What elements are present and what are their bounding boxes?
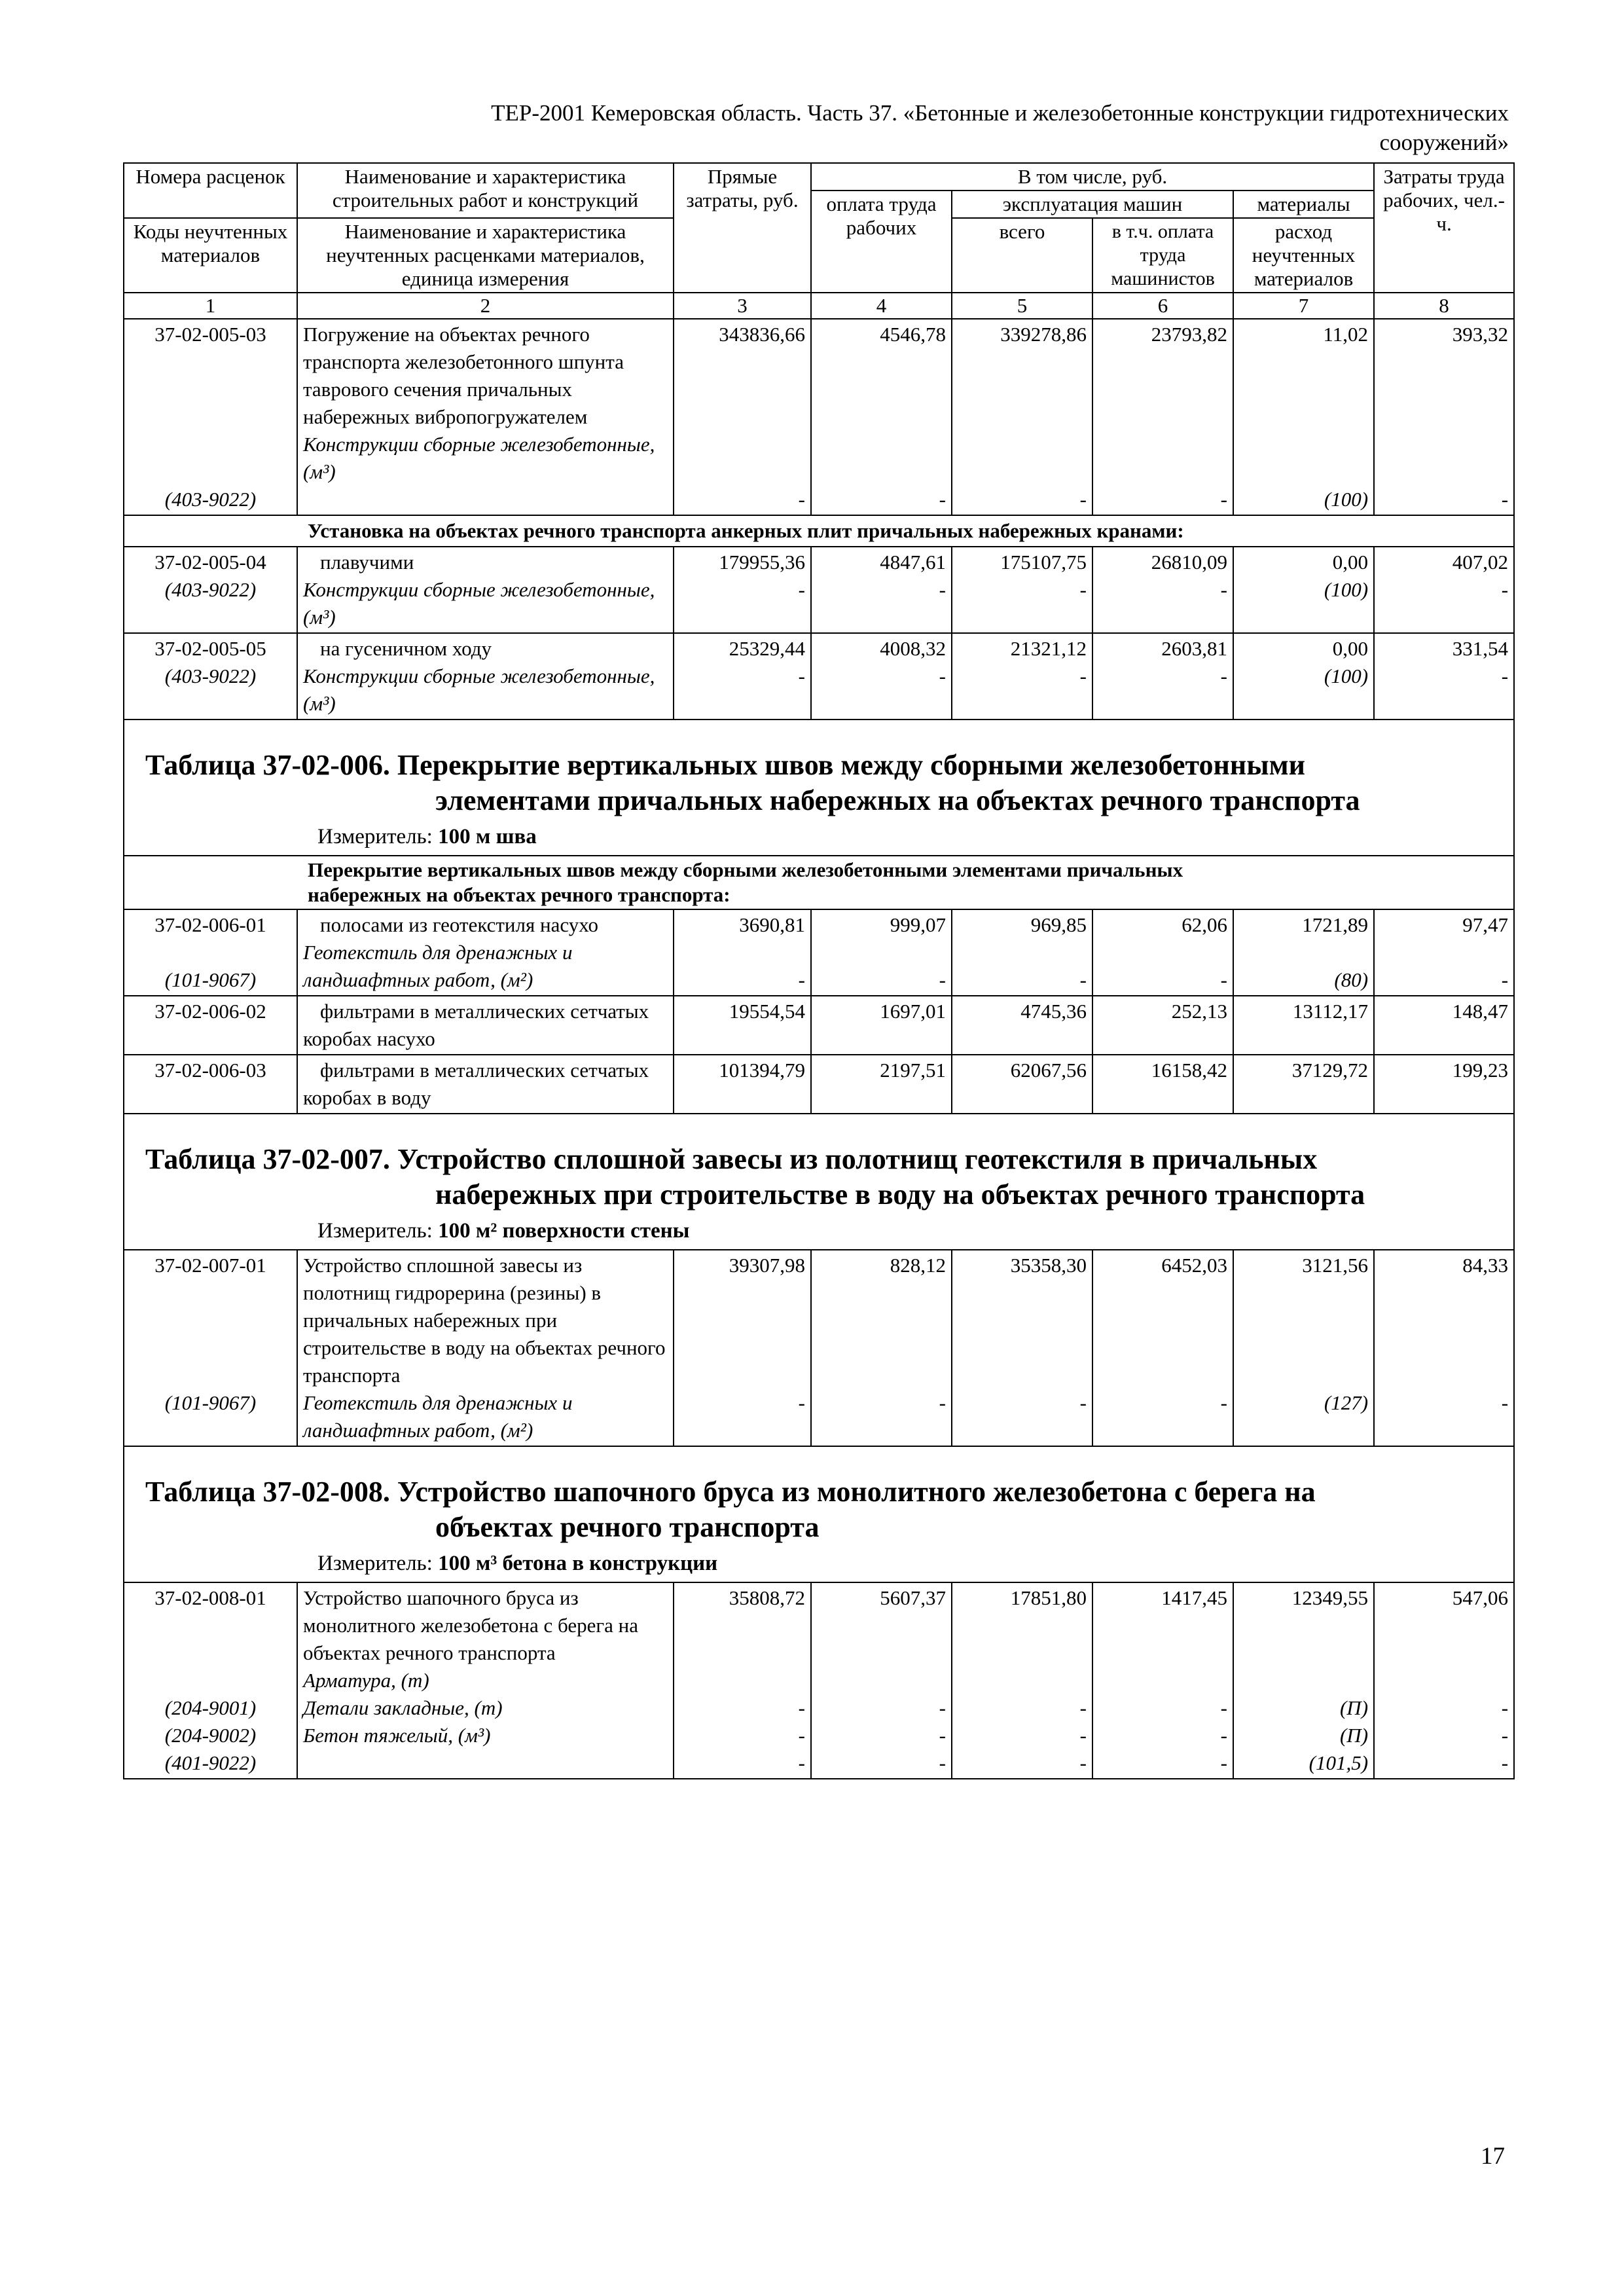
- rate-name: Погружение на объектах речного транспорта железобетонного шпунта таврового сечения причальных набережных вибропогружателем Конструкции сборные железобетонные, (м³): [297, 319, 674, 515]
- direct-cost: 19554,54: [674, 996, 811, 1055]
- material-name: Детали закладные, (т): [303, 1696, 503, 1719]
- machinists-pay: 16158,42: [1092, 1055, 1233, 1114]
- direct-cost: 25329,44 -: [674, 633, 811, 720]
- materials-cost: 12349,55 (П) (П) (101,5): [1233, 1582, 1374, 1779]
- machines-total: 21321,12 -: [952, 633, 1092, 720]
- labor-hours: 407,02 -: [1374, 547, 1514, 633]
- labor-hours: 547,06 - - -: [1374, 1582, 1514, 1779]
- materials-header: материалы: [1233, 191, 1374, 218]
- col-num-8: 8: [1374, 293, 1514, 319]
- machinists-pay: 62,06 -: [1092, 909, 1233, 996]
- table-007-heading: [124, 1114, 1514, 1250]
- subheading: Перекрытие вертикальных швов между сборными железобетонными элементами причальных набережных на объектах речного транспорта:: [124, 856, 1514, 909]
- material-code: (101-9067): [164, 968, 257, 991]
- table-row: [124, 633, 1514, 720]
- machines-total: 175107,75 -: [952, 547, 1092, 633]
- material-name: Конструкции сборные железобетонные, (м³): [303, 433, 655, 483]
- table-row: [124, 1055, 1514, 1114]
- col-8-header: Затраты труда рабочих, чел.-ч.: [1374, 163, 1514, 293]
- col-num-4: 4: [811, 293, 952, 319]
- rate-code: 37-02-005-04 (403-9022): [124, 547, 297, 633]
- machines-header: эксплуатация машин: [952, 191, 1233, 218]
- materials-cost: 0,00 (100): [1233, 633, 1374, 720]
- rate-name: фильтрами в металлических сетчатых коробах в воду: [297, 1055, 674, 1114]
- col-4-header: оплата труда рабочих: [811, 191, 952, 293]
- labor-hours: 331,54 -: [1374, 633, 1514, 720]
- material-name: Геотекстиль для дренажных и ландшафтных работ, (м²): [303, 941, 573, 991]
- labor-pay: 1697,01: [811, 996, 952, 1055]
- col-6-header: в т.ч. оплата труда машинистов: [1092, 218, 1233, 293]
- rate-code: 37-02-006-01 (101-9067): [124, 909, 297, 996]
- labor-hours: 148,47: [1374, 996, 1514, 1055]
- labor-pay: 5607,37 - - -: [811, 1582, 952, 1779]
- page-number: 17: [1481, 2143, 1505, 2170]
- material-code: (401-9022): [164, 1751, 257, 1774]
- col-num-3: 3: [674, 293, 811, 319]
- labor-hours: 393,32 -: [1374, 319, 1514, 515]
- col-num-5: 5: [952, 293, 1092, 319]
- col-3-header: Прямые затраты, руб.: [674, 163, 811, 293]
- machinists-pay: 1417,45 - - -: [1092, 1582, 1233, 1779]
- rate-name: Устройство сплошной завесы из полотнищ гидрорерина (резины) в причальных набережных при строительстве в воду на объектах речного транспорта Геотекстиль для дренажных и ландшафтных работ, (м²): [297, 1250, 674, 1446]
- direct-cost: 179955,36 -: [674, 547, 811, 633]
- table-008-measure: Измеритель: 100 м³ бетона в конструкции: [317, 1552, 718, 1575]
- table-007-measure: Измеритель: 100 м² поверхности стены: [317, 1219, 690, 1243]
- materials-cost: 13112,17: [1233, 996, 1374, 1055]
- labor-hours: 97,47 -: [1374, 909, 1514, 996]
- col-num-7: 7: [1233, 293, 1374, 319]
- col-num-6: 6: [1092, 293, 1233, 319]
- material-code: (204-9001): [164, 1696, 257, 1719]
- direct-cost: 39307,98 -: [674, 1250, 811, 1446]
- materials-cost: 37129,72: [1233, 1055, 1374, 1114]
- machinists-pay: 6452,03 -: [1092, 1250, 1233, 1446]
- labor-pay: 4008,32 -: [811, 633, 952, 720]
- table-008-heading: [124, 1446, 1514, 1582]
- machines-total: 62067,56: [952, 1055, 1092, 1114]
- rate-code: 37-02-005-05 (403-9022): [124, 633, 297, 720]
- table-row: [124, 909, 1514, 996]
- material-name: Конструкции сборные железобетонные, (м³): [303, 665, 655, 715]
- header-row-1: [124, 163, 1514, 191]
- machinists-pay: 26810,09 -: [1092, 547, 1233, 633]
- direct-cost: 35808,72 - - -: [674, 1582, 811, 1779]
- material-name: Бетон тяжелый, (м³): [303, 1724, 491, 1747]
- labor-pay: 999,07 -: [811, 909, 952, 996]
- labor-pay: 2197,51: [811, 1055, 952, 1114]
- material-name: Арматура, (т): [303, 1669, 429, 1692]
- materials-cost: 11,02 (100): [1233, 319, 1374, 515]
- table-row: [124, 1250, 1514, 1446]
- header-line-1: ТЕР-2001 Кемеровская область. Часть 37. «Бетонные и железобетонные конструкции гидротехнических: [491, 100, 1509, 126]
- subheading-row: [124, 856, 1514, 909]
- column-numbers-row: [124, 293, 1514, 319]
- rate-code: 37-02-007-01 (101-9067): [124, 1250, 297, 1446]
- price-table: [123, 162, 1515, 1779]
- document-header: [278, 98, 1509, 157]
- machinists-pay: 23793,82 -: [1092, 319, 1233, 515]
- materials-cost: 3121,56 (127): [1233, 1250, 1374, 1446]
- rate-name: на гусеничном ходу Конструкции сборные железобетонные, (м³): [297, 633, 674, 720]
- rate-name: фильтрами в металлических сетчатых коробах насухо: [297, 996, 674, 1055]
- material-code: (403-9022): [164, 665, 257, 687]
- direct-cost: 343836,66 -: [674, 319, 811, 515]
- labor-pay: 4546,78 -: [811, 319, 952, 515]
- table-row: [124, 996, 1514, 1055]
- material-code: (403-9022): [164, 488, 257, 511]
- table-row: [124, 547, 1514, 633]
- group-header: В том числе, руб.: [811, 163, 1374, 191]
- col-7-header: расход неучтенных материалов: [1233, 218, 1374, 293]
- machines-total: 969,85 -: [952, 909, 1092, 996]
- machinists-pay: 2603,81 -: [1092, 633, 1233, 720]
- machinists-pay: 252,13: [1092, 996, 1233, 1055]
- direct-cost: 3690,81 -: [674, 909, 811, 996]
- col-num-2: 2: [297, 293, 674, 319]
- rate-name: плавучими Конструкции сборные железобетонные, (м³): [297, 547, 674, 633]
- material-code: (204-9002): [164, 1724, 257, 1747]
- machines-total: 4745,36: [952, 996, 1092, 1055]
- col-num-1: 1: [124, 293, 297, 319]
- table-006-title: Таблица 37-02-006. Перекрытие вертикальных швов между сборными железобетонными элементами причальных набережных на объектах речного транспорта: [145, 749, 1360, 816]
- table-006-measure: Измеритель: 100 м шва: [317, 825, 537, 848]
- table-006-heading: [124, 720, 1514, 856]
- col-5-header: всего: [952, 218, 1092, 293]
- rate-code: 37-02-005-03 (403-9022): [124, 319, 297, 515]
- direct-cost: 101394,79: [674, 1055, 811, 1114]
- table-008-title: Таблица 37-02-008. Устройство шапочного бруса из монолитного железобетона с берега на объектах речного транспорта: [145, 1476, 1316, 1543]
- col-1-top-header: Номера расценок: [124, 163, 297, 218]
- labor-pay: 4847,61 -: [811, 547, 952, 633]
- subheading-row: [124, 515, 1514, 547]
- col-1-bottom-header: Коды неучтенных материалов: [124, 218, 297, 293]
- labor-hours: 199,23: [1374, 1055, 1514, 1114]
- rate-name: полосами из геотекстиля насухо Геотекстиль для дренажных и ландшафтных работ, (м²): [297, 909, 674, 996]
- labor-hours: 84,33 -: [1374, 1250, 1514, 1446]
- materials-cost: 1721,89 (80): [1233, 909, 1374, 996]
- rate-code: 37-02-008-01 (204-9001) (204-9002) (401-9022): [124, 1582, 297, 1779]
- material-name: Конструкции сборные железобетонные, (м³): [303, 578, 655, 629]
- machines-total: 35358,30 -: [952, 1250, 1092, 1446]
- material-code: (101-9067): [164, 1391, 257, 1414]
- materials-cost: 0,00 (100): [1233, 547, 1374, 633]
- rate-code: 37-02-006-03: [124, 1055, 297, 1114]
- machines-total: 339278,86 -: [952, 319, 1092, 515]
- table-007-title: Таблица 37-02-007. Устройство сплошной завесы из полотнищ геотекстиля в причальных набережных при строительстве в воду на объектах речного транспорта: [145, 1143, 1365, 1211]
- header-line-2: сооружений»: [1379, 130, 1509, 155]
- col-2-bottom-header: Наименование и характеристика неучтенных расценками материалов, единица измерения: [297, 218, 674, 293]
- table-row: [124, 1582, 1514, 1779]
- material-code: (403-9022): [164, 578, 257, 601]
- rate-code: 37-02-006-02: [124, 996, 297, 1055]
- material-name: Геотекстиль для дренажных и ландшафтных работ, (м²): [303, 1391, 573, 1442]
- labor-pay: 828,12 -: [811, 1250, 952, 1446]
- col-2-top-header: Наименование и характеристика строительных работ и конструкций: [297, 163, 674, 218]
- subheading: Установка на объектах речного транспорта анкерных плит причальных набережных кранами:: [124, 515, 1514, 547]
- machines-total: 17851,80 - - -: [952, 1582, 1092, 1779]
- table-row: [124, 319, 1514, 515]
- rate-name: Устройство шапочного бруса из монолитного железобетона с берега на объектах речного транспорта Арматура, (т) Детали закладные, (т) Бетон тяжелый, (м³): [297, 1582, 674, 1779]
